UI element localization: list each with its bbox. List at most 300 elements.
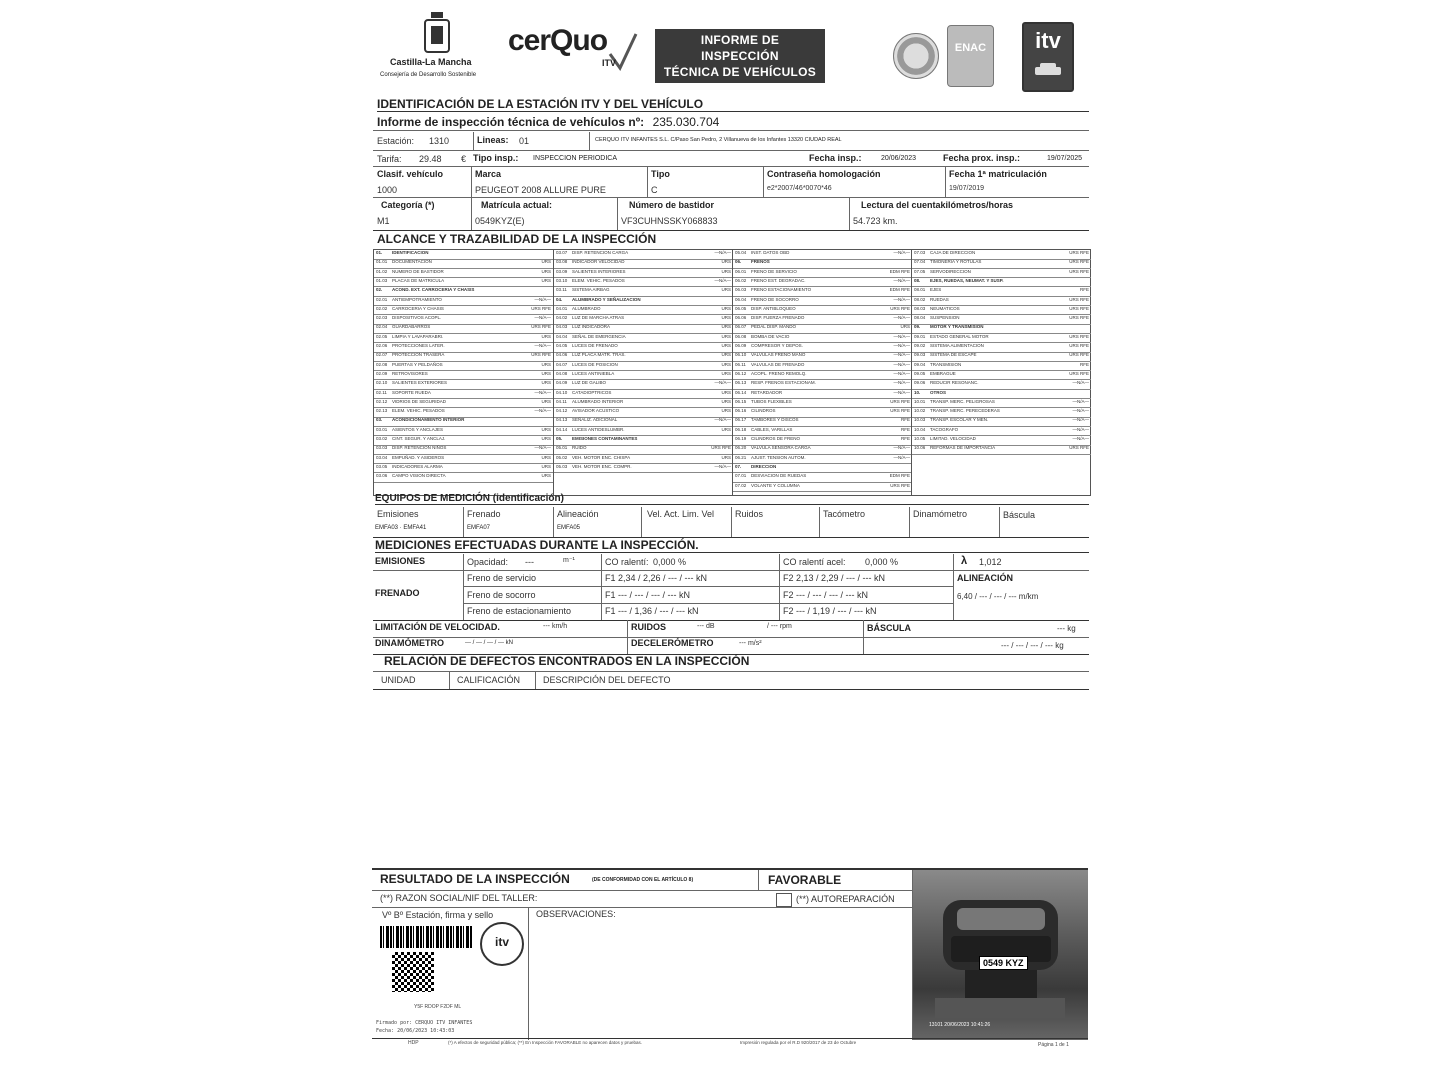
scope-item	[374, 334, 553, 344]
med-emisiones-label: EMISIONES	[375, 556, 426, 566]
scope-item-status: URS	[721, 287, 731, 293]
accreditation-seal-icon	[893, 33, 939, 79]
scope-item-code: 04.13	[556, 417, 568, 423]
col-unidad: UNIDAD	[381, 675, 416, 685]
scope-item-code: 06.15	[735, 398, 747, 404]
scope-item-text: DISP. RETENCION CARGA	[572, 250, 629, 255]
scope-item	[912, 399, 1091, 409]
scope-item	[554, 399, 733, 409]
contrasena-label: Contraseña homologación	[767, 169, 881, 179]
scope-item-text: SISTEMA ALIMENTACION	[930, 343, 984, 348]
scope-item-status: URS	[721, 361, 731, 367]
scope-item-text: TRANSP. ESCOLAR Y MEN.	[930, 417, 989, 423]
scope-item	[733, 455, 912, 465]
scope-item-code: 06.06	[735, 315, 747, 321]
autoreparacion-label: (**) AUTOREPARACIÓN	[796, 894, 895, 904]
alineacion-value: 6,40 / --- / --- / --- m/km	[957, 592, 1039, 601]
tipo-label: Tipo	[651, 169, 670, 179]
bascula-label: BÁSCULA	[867, 623, 911, 633]
cerquo-logo	[508, 24, 638, 74]
defectos-section-title: RELACIÓN DE DEFECTOS ENCONTRADOS EN LA INSPECCIÓN	[384, 654, 750, 668]
observaciones-label: OBSERVACIONES:	[536, 909, 616, 919]
scope-item-status: RFE	[1080, 287, 1089, 293]
contrasena-value: e2*2007/46*0070*46	[767, 185, 832, 192]
category-row	[373, 198, 1089, 231]
scope-item-status: URS RFE	[1069, 370, 1089, 376]
region-logo-sub: Consejería de Desarrollo Sostenible	[380, 72, 477, 78]
scope-item	[912, 417, 1091, 427]
clasif-label: Clasif. vehículo	[377, 169, 444, 179]
lines-value: 01	[519, 136, 530, 146]
scope-item-status: URS	[721, 324, 731, 330]
scope-item-text: ELEM. VEHIC. PESADOS	[392, 408, 445, 414]
scope-item-status: URS	[721, 454, 731, 460]
scope-item-code: 02.07	[376, 352, 388, 358]
eq-emisiones-value: EMFA03 · EMFA41	[375, 525, 427, 531]
scope-item-text: AJUST. TENSION AUTOM.	[751, 454, 806, 460]
scope-item	[374, 278, 553, 288]
scope-item	[554, 464, 733, 474]
scope-item-code: 03.04	[376, 454, 388, 460]
scope-item-code: 04.12	[556, 408, 568, 414]
scope-item-code: 10.04	[914, 426, 926, 432]
scope-item-code: 02.08	[376, 361, 388, 367]
scope-item-code: 02.10	[376, 380, 388, 386]
co-acel-value: 0,000 %	[865, 557, 899, 567]
scope-item-status: URS RFE	[890, 305, 910, 311]
mediciones-section-title: MEDICIONES EFECTUADAS DURANTE LA INSPECCIÓN.	[375, 538, 1089, 553]
decelerometro-value: --- m/s²	[739, 640, 762, 647]
scope-item-text: VEH. MOTOR ENC. COMPR.	[572, 463, 632, 469]
signed-line-2: Fecha: 20/06/2023 10:43:03	[376, 1028, 455, 1034]
scope-item-code: 06.21	[735, 454, 747, 460]
scope-item-text: IDENTIFICACION	[392, 250, 429, 255]
categoria-label: Categoría (*)	[381, 200, 435, 210]
scope-item-status: —N/A—	[893, 445, 910, 451]
fecha-matric-value: 19/07/2019	[949, 185, 985, 192]
scope-item-code: 05.04	[735, 250, 747, 255]
scope-item-status: URS	[721, 315, 731, 321]
scope-item	[554, 306, 733, 316]
scope-item-code: 04.08	[556, 370, 568, 376]
scope-item	[374, 343, 553, 353]
eq-alineacion-value: EMFA05	[557, 525, 581, 531]
scope-item-code: 06.08	[735, 333, 747, 339]
station-label: Estación:	[377, 136, 415, 146]
scope-item-status: URS RFE	[890, 408, 910, 414]
scope-column	[732, 250, 912, 495]
fecha-insp-value: 20/06/2023	[881, 155, 917, 162]
scope-item-text: VEH. MOTOR ENC. CHISPA	[572, 454, 631, 460]
scope-item-text: CILINDROS	[751, 408, 776, 414]
scope-item-code: 04.01	[556, 305, 568, 311]
scope-item-text: LUCES ANTINIEBLA	[572, 370, 615, 376]
scope-item	[733, 417, 912, 427]
scope-item	[912, 445, 1091, 455]
scope-item-text: CARROCERIA Y CHASIS	[392, 305, 444, 311]
scope-item-status: URS	[541, 473, 551, 479]
scope-item-text: ALUMBRADO Y SEÑALIZACION	[572, 296, 641, 302]
freno-servicio-label: Freno de servicio	[467, 573, 537, 583]
scope-item-text: TRANSP. MERC. PERECEDERAS	[930, 408, 1000, 414]
scope-item-code: 06.03	[735, 287, 747, 293]
scope-item	[733, 297, 912, 307]
vb-label: Vº Bº Estación, firma y sello	[382, 910, 494, 920]
scope-item	[733, 464, 912, 474]
fecha-prox-label: Fecha prox. insp.:	[943, 153, 1021, 163]
scope-item	[912, 278, 1091, 288]
enac-badge	[947, 25, 994, 87]
scope-item-text: LUCES DE FRENADO	[572, 343, 618, 348]
scope-item-text: PROTECCIONES LATER.	[392, 343, 445, 348]
scope-item-code: 09.02	[914, 343, 926, 348]
scope-item-code: 06.17	[735, 417, 747, 423]
scope-item-code: 10.01	[914, 398, 926, 404]
scope-item-text: SERVODIRECCION	[930, 268, 971, 274]
scope-item-status: URS	[541, 398, 551, 404]
dinamometro-value: --- / --- / --- / --- kN	[465, 640, 513, 646]
fecha-matric-label: Fecha 1ª matriculación	[949, 169, 1047, 179]
scope-item-code: 06.18	[735, 426, 747, 432]
scope-item-status: URS	[541, 268, 551, 274]
scope-item	[912, 436, 1091, 446]
scope-item-code: 06.13	[735, 380, 747, 386]
photo-caption: 13101 20/06/2023 10:41:26	[929, 1022, 991, 1028]
scope-item-text: ACOND. EXT. CARROCERIA Y CHASIS	[392, 287, 475, 293]
scope-item-text: CATADIOPTRICOS	[572, 389, 612, 395]
scope-item-status: RFE	[901, 436, 910, 441]
scope-item-status: —N/A—	[893, 454, 910, 460]
scope-item-code: 03.07	[556, 250, 568, 255]
scope-item-text: TIMONERIA Y ROTULAS	[930, 259, 982, 265]
scope-item-status: RFE	[1080, 361, 1089, 367]
autoreparacion-checkbox[interactable]	[776, 893, 792, 907]
ruidos-value: --- dB	[697, 623, 715, 630]
scope-item-code: 06.14	[735, 389, 747, 395]
photo-plate: 0549 KYZ	[979, 956, 1028, 970]
lines-label: Lineas:	[477, 135, 509, 145]
scope-item-code: 06.05	[735, 305, 747, 311]
scope-item-text: AVISADOR ACUSTICO	[572, 408, 620, 414]
scope-item-text: ESTADO GENERAL MOTOR	[930, 333, 989, 339]
scope-item-status: —N/A—	[893, 333, 910, 339]
scope-item-code: 06.16	[735, 408, 747, 414]
scope-item-status: —N/A—	[893, 343, 910, 348]
scope-item	[374, 352, 553, 362]
cerquo-brand: cerQuo	[508, 24, 608, 57]
scope-item-text: LUCES DE POSICION	[572, 361, 618, 367]
equipos-row	[373, 507, 1089, 538]
matricula-label: Matrícula actual:	[481, 200, 553, 210]
footer-note-1: (*) A efectos de seguridad pública; (**) En Inspección FAVORABLE no aparecen datos y pruebas.	[448, 1040, 643, 1045]
scope-item	[733, 352, 912, 362]
scope-item	[733, 399, 912, 409]
freno-socorro-label: Freno de socorro	[467, 590, 536, 600]
scope-item-code: 03.01	[376, 426, 388, 432]
scope-item-code: 06.02	[735, 277, 747, 283]
scope-item	[374, 297, 553, 307]
scope-item-text: NEUMATICOS	[930, 305, 960, 311]
scope-item	[374, 436, 553, 446]
scope-item-status: URS	[541, 361, 551, 367]
enac-label: ENAC	[954, 42, 987, 54]
scope-item-text: RUEDAS	[930, 296, 949, 302]
dinamometro-label: DINAMÓMETRO	[375, 638, 444, 648]
tarifa-label: Tarifa:	[377, 154, 402, 164]
resultado-title: RESULTADO DE LA INSPECCIÓN	[380, 872, 570, 886]
scope-item-status: —N/A—	[893, 315, 910, 321]
limitacion-value: --- km/h	[543, 623, 568, 630]
scope-item-text: PUERTAS Y PELDAÑOS	[392, 361, 443, 367]
scope-item-code: 04.10	[556, 389, 568, 395]
scope-item-text: TRANSP. MERC. PELIGROSAS	[930, 398, 995, 404]
scope-item	[733, 287, 912, 297]
scope-item	[554, 343, 733, 353]
freno-servicio-f2: F2 2,13 / 2,29 / --- / --- kN	[783, 573, 886, 583]
eq-frenado-label: Frenado	[467, 509, 501, 519]
scope-item-status: URS	[541, 463, 551, 469]
vehicle-photo	[913, 870, 1088, 1040]
scope-item-text: DOCUMENTACION	[392, 259, 432, 265]
taller-label: (**) RAZON SOCIAL/NIF DEL TALLER:	[380, 893, 538, 903]
scope-item-status: —N/A—	[1072, 380, 1089, 386]
resultado-note: (DE CONFORMIDAD CON EL ARTÍCULO 8)	[592, 877, 694, 883]
scope-item-text: TACOGRAFO	[930, 426, 959, 432]
scope-item-status: —N/A—	[714, 277, 731, 283]
scope-item-status: URS RFE	[711, 445, 731, 451]
scope-item-status: URS	[541, 333, 551, 339]
scope-item-status: URS RFE	[1069, 259, 1089, 265]
scope-item-text: INST. DATOS OBD	[751, 250, 790, 255]
scope-item-text: SUSPENSION	[930, 315, 960, 321]
marca-label: Marca	[475, 169, 502, 179]
scope-item-code: 09.	[914, 324, 921, 330]
scope-item	[912, 297, 1091, 307]
scope-item-code: 02.04	[376, 324, 388, 330]
footer-page: Página 1 de 1	[1038, 1042, 1069, 1048]
scope-item-code: 04.05	[556, 343, 568, 348]
scope-item-text: MOTOR Y TRANSMISION	[930, 324, 984, 330]
scope-item-status: —N/A—	[1072, 436, 1089, 441]
fecha-prox-value: 19/07/2025	[1047, 155, 1083, 162]
dinamometro-row	[373, 637, 1089, 655]
scope-item-status: —N/A—	[534, 315, 551, 321]
marca-value: PEUGEOT 2008 ALLURE PURE	[475, 185, 606, 195]
scope-item	[733, 362, 912, 372]
scope-item-status: —N/A—	[893, 389, 910, 395]
scope-item-status: URS RFE	[1069, 333, 1089, 339]
co-ralenti-value: 0,000 %	[653, 557, 687, 567]
scope-column	[374, 250, 553, 495]
scope-item-code: 06.10	[735, 352, 747, 358]
report-banner	[655, 29, 825, 83]
scope-item-code: 07.	[735, 463, 742, 469]
scope-item	[554, 380, 733, 390]
scope-item-text: EMPUÑAD. Y ASIDEROS	[392, 454, 445, 460]
station-row	[373, 132, 1089, 151]
scope-item-code: 10.05	[914, 436, 926, 441]
scope-item	[554, 287, 733, 297]
scope-item-text: OTROS	[930, 389, 947, 395]
scope-item-code: 09.01	[914, 333, 926, 339]
operator-text: CERQUO ITV INFANTES S.L. C/Paso San Pedro, 2 Villanueva de los Infantes 13320 CIUDAD REAL	[595, 137, 842, 143]
qr-code-icon	[392, 952, 434, 992]
bastidor-label: Número de bastidor	[629, 200, 715, 210]
eq-frenado-value: EMFA07	[467, 525, 491, 531]
scope-item-code: 08.01	[914, 287, 926, 293]
scope-grid	[373, 249, 1091, 496]
col-calificacion: CALIFICACIÓN	[457, 675, 521, 685]
scope-item-code: 05.03	[556, 463, 568, 469]
scope-item	[912, 362, 1091, 372]
scope-item-text: DISP. RETENCION NIÑOS	[392, 445, 447, 451]
scope-item-code: 06.07	[735, 324, 747, 330]
scope-item-status: —N/A—	[714, 417, 731, 423]
freno-estac-f1: F1 --- / 1,36 / --- / --- kN	[605, 606, 699, 616]
banner-line-2: TÉCNICA DE VEHÍCULOS	[663, 65, 817, 79]
scope-item-text: CAJA DE DIRECCION	[930, 250, 976, 255]
scope-item	[374, 455, 553, 465]
scope-item-code: 07.01	[735, 473, 747, 479]
scope-item-text: FRENO DE SOCORRO	[751, 296, 799, 302]
scope-item	[733, 315, 912, 325]
scope-item	[733, 408, 912, 418]
vehicle-row	[373, 167, 1089, 198]
footer-note-2: Impresión regulada por el R.D 920/2017 de 23 de Octubre	[740, 1040, 857, 1045]
scope-item-code: 06.11	[735, 361, 746, 367]
scope-item	[374, 408, 553, 418]
scope-item-text: NUMERO DE BASTIDOR	[392, 268, 444, 274]
scope-item-text: REDUCIR RESONANC.	[930, 380, 979, 386]
scope-item	[554, 417, 733, 427]
resultado-block	[372, 868, 1088, 1040]
scope-item	[912, 324, 1091, 334]
scope-item-status: EDM RFE	[889, 287, 910, 293]
scope-item-text: EJES, RUEDAS, NEUMAT. Y SUSP.	[930, 277, 1004, 283]
scope-item	[733, 334, 912, 344]
scope-item	[912, 380, 1091, 390]
scope-item-text: REFORMAS DE IMPORTANCIA	[930, 445, 996, 451]
ruidos-rpm: / --- rpm	[767, 623, 792, 630]
scope-item-text: ALUMBRADO INTERIOR	[572, 398, 624, 404]
scope-item-status: RFE	[901, 426, 910, 432]
scope-item-text: SISTEMA AIRBAG	[572, 287, 610, 293]
scope-item-text: LUZ DE MARCHA ATRAS	[572, 315, 625, 321]
scope-item-code: 03.10	[556, 277, 568, 283]
scope-item-text: DISP. FUERZA FRENADO	[751, 315, 805, 321]
itv-badge-label: itv	[1035, 28, 1061, 53]
scope-item-code: 10.06	[914, 445, 926, 451]
scope-item-code: 05.	[556, 436, 563, 441]
co-acel-label: CO ralentí acel:	[783, 557, 846, 567]
scope-item	[374, 399, 553, 409]
scope-item-code: 02.09	[376, 370, 388, 376]
scope-item	[733, 371, 912, 381]
med-frenado-label: FRENADO	[375, 588, 420, 598]
defectos-header-row	[373, 671, 1089, 690]
scope-item-code: 02.02	[376, 305, 388, 311]
scope-item-text: LIMPIA Y LAVAPARABRI.	[392, 333, 444, 339]
scope-item-text: CAMPO VISION DIRECTA	[392, 473, 446, 479]
scope-item	[554, 334, 733, 344]
barcode-caption: Y5F RDOP F2DF ML	[414, 1004, 462, 1010]
scope-item-text: DESVIACION DE RUEDAS	[751, 473, 807, 479]
scope-item-text: CABLES, VARILLAS	[751, 426, 793, 432]
scope-item-status: URS	[721, 398, 731, 404]
scope-item	[554, 297, 733, 307]
scope-item	[912, 334, 1091, 344]
scope-item-status: —N/A—	[714, 463, 731, 469]
scope-item	[912, 352, 1091, 362]
scope-item-code: 01.03	[376, 277, 388, 283]
scope-column	[553, 250, 733, 495]
itv-badge	[1022, 22, 1074, 92]
ident-section-title: IDENTIFICACIÓN DE LA ESTACIÓN ITV Y DEL VEHÍCULO	[377, 97, 1089, 112]
scope-item-code: 08.02	[914, 296, 926, 302]
scope-item-code: 01.	[376, 250, 383, 255]
scope-item	[554, 436, 733, 446]
tipo-value: C	[651, 185, 658, 195]
scope-item-code: 02.06	[376, 343, 388, 348]
scope-item-status: —N/A—	[534, 343, 551, 348]
scope-item-code: 07.05	[914, 268, 926, 274]
scope-item-code: 03.08	[556, 259, 568, 265]
scope-item-status: —N/A—	[1072, 398, 1089, 404]
scope-item-code: 04.03	[556, 324, 568, 330]
scope-item-text: FRENO ESTACIONAMIENTO	[751, 287, 812, 293]
scope-item	[733, 390, 912, 400]
scope-item	[554, 390, 733, 400]
scope-item-status: URS	[721, 305, 731, 311]
bascula-value-2: --- / --- / --- / --- kg	[1001, 641, 1064, 650]
scope-item-status: —N/A—	[893, 277, 910, 283]
scope-item	[912, 427, 1091, 437]
limitacion-label: LIMITACIÓN DE VELOCIDAD.	[375, 622, 500, 632]
scope-item	[733, 427, 912, 437]
stamp-text: itv	[494, 935, 509, 949]
scope-item-text: INDICADORES ALARMA	[392, 463, 443, 469]
lambda-value: 1,012	[979, 557, 1002, 567]
scope-item-status: URS	[721, 426, 731, 432]
scope-item	[374, 287, 553, 297]
scope-item	[912, 287, 1091, 297]
scope-item-status: URS RFE	[1069, 445, 1089, 451]
scope-item-code: 06.04	[735, 296, 747, 302]
lectura-value: 54.723 km.	[853, 216, 898, 226]
scope-item-status: EDM RFE	[889, 473, 910, 479]
scope-item	[374, 380, 553, 390]
scope-item	[912, 343, 1091, 353]
scope-item-code: 09.06	[914, 380, 926, 386]
scope-item-status: URS	[721, 352, 731, 358]
freno-servicio-f1: F1 2,34 / 2,26 / --- / --- kN	[605, 573, 708, 583]
report-number-label: Informe de inspección técnica de vehículos nº:	[377, 115, 645, 129]
scope-item-code: 02.05	[376, 333, 388, 339]
eq-emisiones-label: Emisiones	[377, 509, 419, 519]
scope-item-text: PEDAL DISP. MANDO	[751, 324, 797, 330]
scope-item	[374, 445, 553, 455]
scope-item	[374, 390, 553, 400]
scope-item	[733, 269, 912, 279]
scope-item	[374, 473, 553, 483]
scope-item-code: 04.14	[556, 426, 568, 432]
scope-item-code: 04.07	[556, 361, 568, 367]
scope-item-text: RETROVISORES	[392, 370, 428, 376]
frenado-block	[373, 570, 1089, 621]
decelerometro-label: DECELERÓMETRO	[631, 638, 714, 648]
scope-item-text: FRENO DE SERVICIO	[751, 268, 797, 274]
scope-item-status: URS RFE	[1069, 352, 1089, 358]
